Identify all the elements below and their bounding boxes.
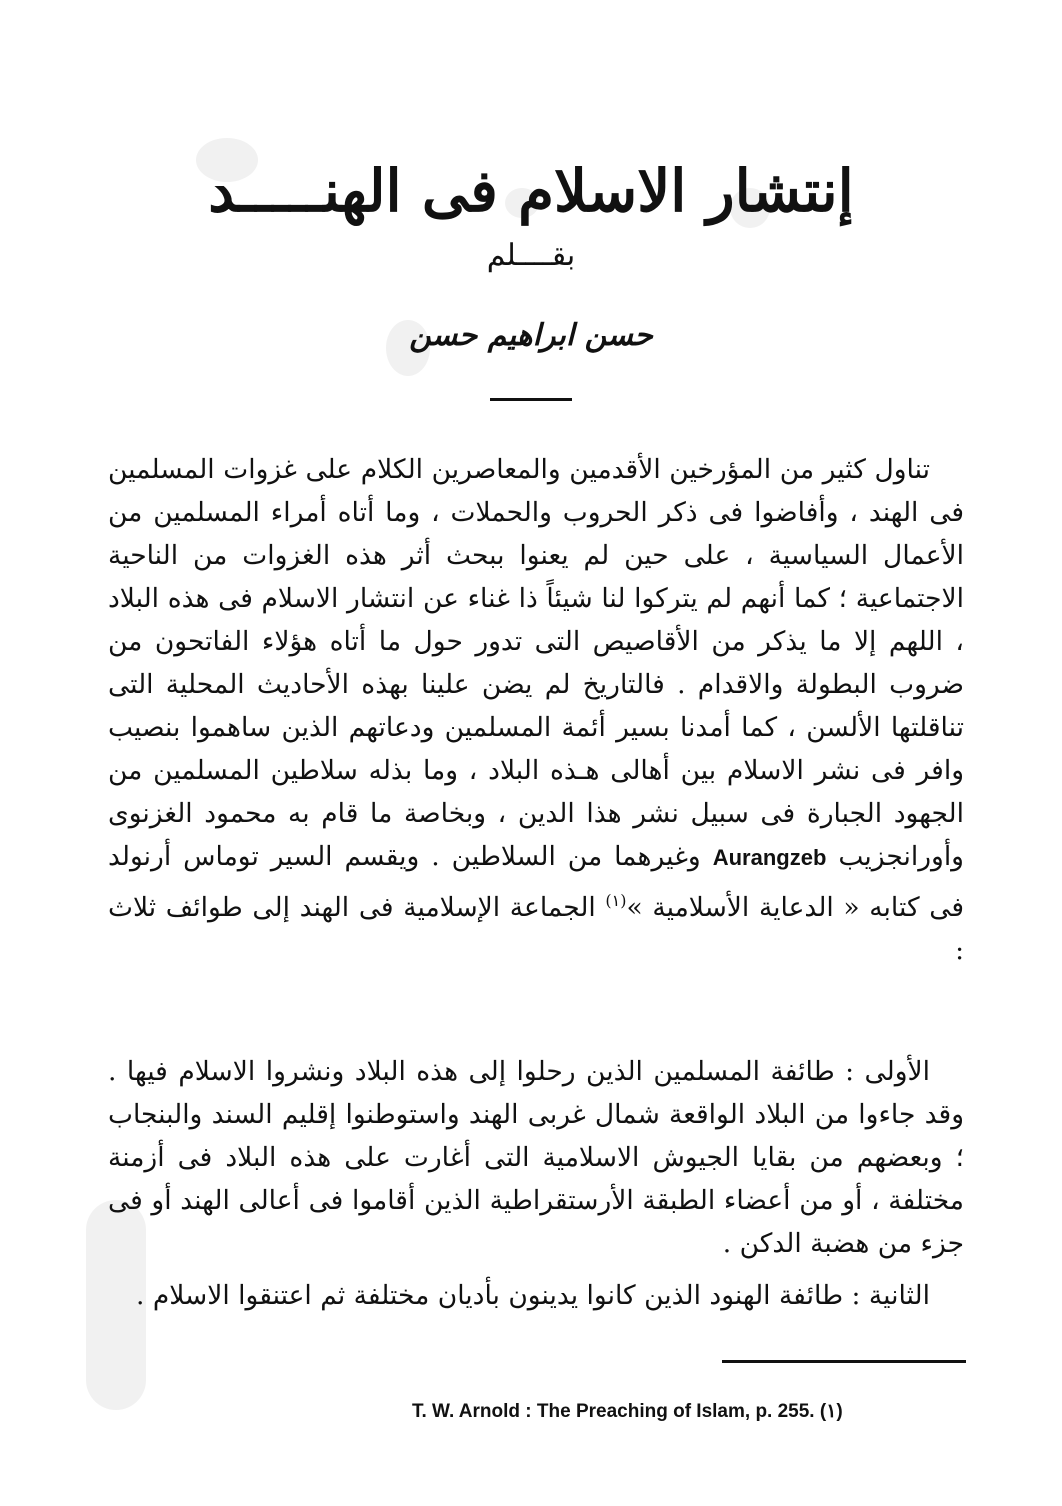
byline: بقــــلم xyxy=(486,238,576,273)
footnote-divider xyxy=(722,1360,966,1363)
paragraph-second-group xyxy=(108,1274,964,1317)
paragraph-first-group xyxy=(108,1050,964,1265)
author-name: حسن ابراهيم حسن xyxy=(409,318,653,353)
title-divider xyxy=(490,398,572,401)
intro-text-middle: وغيرهما من السلاطين . ويقسم السير توماس أرنولد فى كتابه « الدعاية الأسلامية » xyxy=(108,841,964,923)
intro-text-start: تناول كثير من المؤرخين الأقدمين والمعاصرين الكلام على غزوات المسلمين فى الهند ، وأفاضوا فى ذكر الحروب والحملات ، وما أتاه أمراء المسلمين من الأعمال السياسية ، على حين لم يعنوا ببحث أثر هذه الغزوات من الناحية الاجتماعية ؛ كما أنهم لم يتركوا لنا شيئاً ذا غناء عن انتشار الاسلام فى هذه البلاد ، اللهم إلا ما يذكر من الأقاصيص التى تدور حول ما أتاه هؤلاء الفاتحون من ضروب البطولة والاقدام . فالتاريخ لم يضن علينا بهذه الأحاديث المحلية التى تناقلتها الألسن ، كما أمدنا بسير أئمة المسلمين ودعاتهم الذين ساهموا بنصيب وافر فى نشر الاسلام بين أهالى هـذه البلاد ، وما بذله سلاطين المسلمين من الجهود الجبارة فى سبيل نشر هذا الدين ، وبخاصة ما قام به محمود الغزنوى وأورانجزيب xyxy=(108,454,964,872)
paragraph-second-group-text: الثانية : طائفة الهنود الذين كانوا يدينون بأديان مختلفة ثم اعتنقوا الاسلام . xyxy=(135,1280,930,1311)
paragraph-intro xyxy=(108,448,964,972)
paragraph-first-group-text: الأولى : طائفة المسلمين الذين رحلوا إلى هذه البلاد ونشروا الاسلام فيها . وقد جاءوا من البلاد الواقعة شمال غربى الهند واستوطنوا إقليم السند والبنجاب ؛ وبعضهم من بقايا الجيوش الاسلامية التى أغارت على هذه البلاد فى أزمنة مختلفة ، أو من أعضاء الطبقة الأرستقراطية الذين أقاموا فى أعالى الهند أو فى جزء من هضبة الدكن . xyxy=(108,1056,964,1259)
latin-name: Aurangzeb xyxy=(712,845,827,870)
footnote-reference: (١) xyxy=(605,891,627,910)
footnote: T. W. Arnold : The Preaching of Islam, p. 255. (١) xyxy=(412,1401,843,1422)
page-title: إنتشار الاسلام فى الهنـــــد xyxy=(208,156,854,225)
intro-text-end: الجماعة الإسلامية فى الهند إلى طوائف ثلاث : xyxy=(108,891,964,966)
